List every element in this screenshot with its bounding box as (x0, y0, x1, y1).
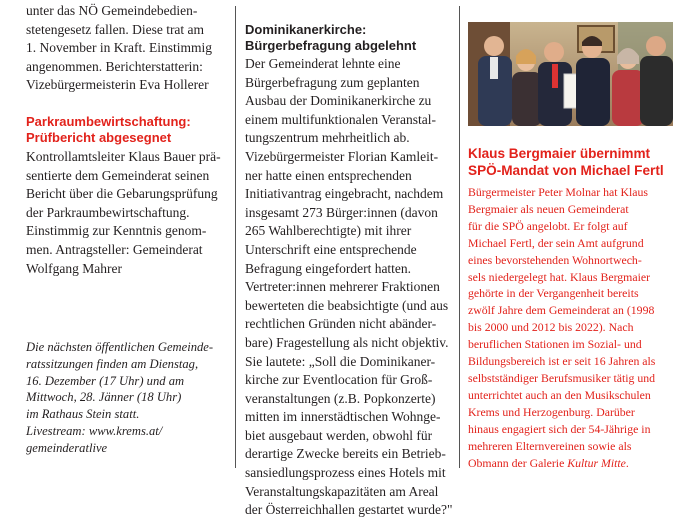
text-line: stetengesetz fallen. Diese trat am (26, 21, 205, 37)
text-line: ner hatte einen entsprechenden (245, 167, 412, 183)
text-line: Der Gemeinderat lehnte eine (245, 56, 401, 71)
text-line: Bildungsbereich ist er seit 16 Jahren als (468, 354, 656, 369)
text-line: Wolfgang Mahrer (26, 260, 123, 276)
notice-line: Mittwoch, 28. Jänner (18 Uhr) (26, 390, 182, 405)
bergmaier-heading (468, 145, 673, 179)
heading-line: SPÖ-Mandat von Michael Fertl (468, 163, 664, 178)
text-line: sels niedergelegt hat. Klaus Bergmaier (468, 269, 651, 284)
text-line: Unterschrift eine entsprechende (245, 241, 417, 257)
text-line: sansiedlungsprozess eines Hotels mit (245, 465, 446, 481)
text-line: men. Antragsteller: Gemeinderat (26, 241, 203, 257)
parkraum-body (26, 148, 226, 278)
text-line: Vertreter:innen mehrerer Fraktionen (245, 279, 440, 295)
text-line: Michael Fertl, der sein Amt aufgrund (468, 235, 644, 250)
text-line: Bericht über die Gebarungsprüfung (26, 186, 218, 202)
heading-line: Klaus Bergmaier übernimmt (468, 146, 651, 161)
text-line: beruflichen Stationen im Sozial- und (468, 337, 642, 352)
text-line: Kontrollamtsleiter Klaus Bauer prä- (26, 149, 221, 164)
gallery-name: Kultur Mitte (567, 455, 626, 470)
text-line: veranstaltungen (z.B. Popkonzerte) (245, 390, 436, 406)
group-photo-illustration (468, 22, 673, 126)
text-line: mehreren Elternvereinen sowie als (468, 438, 632, 453)
text-line: derartige Zwecke bereits ein Betrieb- (245, 446, 446, 462)
col1-intro-text (26, 2, 226, 95)
text-line: Ausbau der Dominikanerkirche zu (245, 93, 432, 109)
heading-line: Bürgerbefragung abgelehnt (245, 38, 417, 53)
text-line: hinaus engagiert sich der 54-Jährige in (468, 421, 651, 436)
text-line: Veranstaltungskapazitäten am Areal (245, 483, 439, 499)
dominikaner-heading (245, 22, 455, 54)
text-fragment: . (625, 455, 629, 470)
text-line: einem multifunktionalen Veranstal- (245, 111, 436, 127)
text-line: der Parkraumbewirtschaftung. (26, 204, 190, 220)
text-line: Krems und Herzogenburg. Darüber (468, 404, 635, 419)
text-line: bewerteten die beabsichtigte (und aus (245, 297, 449, 313)
text-line: Initiativantrag eingebracht, nachdem (245, 186, 444, 202)
heading-line: Prüfbericht abgesegnet (26, 130, 172, 145)
text-line: Einstimmig zur Kenntnis genom- (26, 223, 207, 239)
text-line: Sie lautete: „Soll die Dominikaner- (245, 353, 436, 369)
text-line: unter das NÖ Gemeindebedien- (26, 3, 198, 18)
bergmaier-body (468, 184, 673, 471)
text-line: 1. November in Kraft. Einstimmig (26, 40, 212, 56)
text-line (468, 455, 673, 472)
text-line: der Österreichhallen gestartet wurde?" (245, 502, 453, 518)
text-line: zwölf Jahre dem Gemeinderat an (1998 (468, 303, 655, 318)
heading-line: Dominikanerkirche: (245, 22, 367, 37)
notice-line: ratssitzungen finden am Dienstag, (26, 356, 199, 371)
text-line: tungszentrum mehrheitlich ab. (245, 130, 410, 146)
text-line: Vizebürgermeister Florian Kamleit- (245, 148, 439, 164)
text-line: Bürgerbefragung zum geplanten (245, 74, 420, 90)
session-notice (26, 339, 226, 457)
text-line: mitten im innerstädtischen Wohnge- (245, 409, 441, 425)
text-line: kirche zur Eventlocation für Groß- (245, 372, 433, 388)
column-divider-1 (235, 6, 236, 468)
text-line: angenommen. Berichterstatterin: (26, 58, 203, 74)
text-line: bis 2000 und 2012 bis 2022). Nach (468, 320, 634, 335)
notice-line: im Rathaus Stein statt. (26, 407, 140, 422)
text-line: selbstständiger Berufsmusiker tätig und (468, 370, 656, 385)
notice-line: Die nächsten öffentlichen Gemeinde- (26, 340, 214, 354)
dominikaner-body (245, 55, 455, 520)
column-divider-2 (459, 6, 460, 468)
text-line: sentierte dem Gemeinderat seinen (26, 167, 210, 183)
text-line: gehörte in der Vergangenheit bereits (468, 286, 639, 301)
livestream-link[interactable]: Livestream: www.krems.at/ (26, 423, 163, 438)
text-line: 265 Wahlberechtigte) mit ihrer (245, 223, 412, 239)
text-line: insgesamt 273 Bürger:innen (davon (245, 204, 438, 220)
text-line: rechtlichen Gründen nicht abänder- (245, 316, 437, 332)
text-line: unterrichtet auch an den Musikschulen (468, 387, 651, 402)
text-line: Bürgermeister Peter Molnar hat Klaus (468, 185, 648, 199)
text-fragment: Obmann der Galerie (468, 455, 568, 470)
livestream-link[interactable]: gemeinderatlive (26, 440, 108, 455)
notice-line: 16. Dezember (17 Uhr) und am (26, 373, 185, 388)
text-line: biet ausgebaut werden, obwohl für (245, 427, 433, 443)
text-line: bare) Fragestellung als nicht objektiv. (245, 334, 449, 350)
text-line: für die SPÖ angelobt. Er folgt auf (468, 218, 628, 233)
parkraum-heading (26, 114, 226, 146)
text-line: Befragung eingefordert hatten. (245, 260, 412, 276)
text-line: Vizebürgermeisterin Eva Hollerer (26, 77, 209, 93)
text-line: Bergmaier als neuen Gemeinderat (468, 201, 629, 216)
heading-line: Parkraumbewirtschaftung: (26, 114, 191, 129)
text-line: eines bevorstehenden Wohnortwech- (468, 252, 642, 267)
group-photo (468, 22, 673, 126)
